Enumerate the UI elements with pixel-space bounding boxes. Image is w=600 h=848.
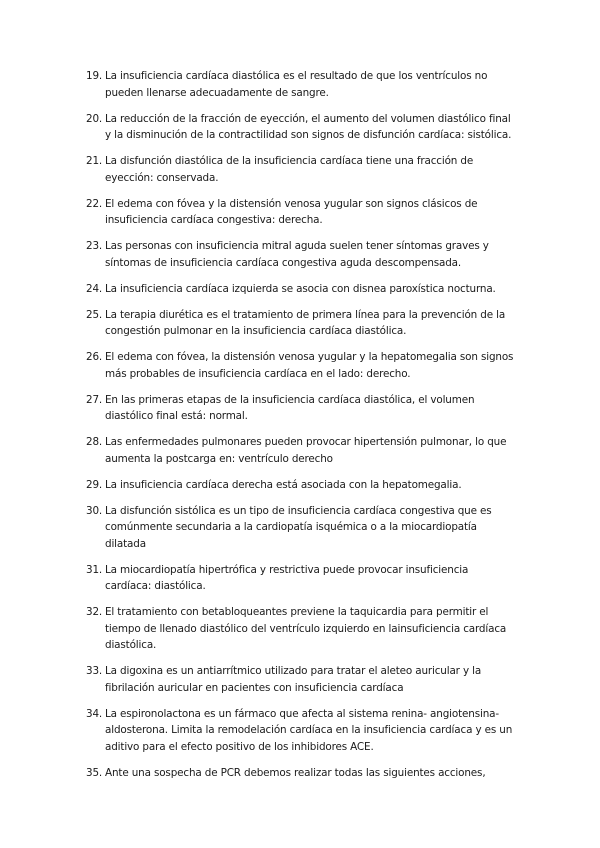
item-text: El tratamiento con betabloqueantes previene la taquicardia para permitir el tiempo de llenado diastólico del ventrículo izquierdo en lainsuficiencia cardíaca diastólica. (105, 606, 507, 651)
item-text: La disfunción diastólica de la insuficiencia cardíaca tiene una fracción de eyección: conservada. (105, 155, 474, 184)
list-item (86, 434, 516, 467)
question-list (86, 68, 516, 791)
list-item (86, 281, 516, 298)
item-number: 27. (86, 393, 103, 406)
list-item (86, 477, 516, 494)
item-text: La insuficiencia cardíaca derecha está asociada con la hepatomegalia. (105, 478, 462, 491)
list-item (86, 503, 516, 553)
list-item (86, 307, 516, 340)
item-number: 22. (86, 197, 103, 210)
list-item (86, 153, 516, 186)
list-item (86, 765, 516, 782)
item-number: 35. (86, 766, 103, 779)
list-item (86, 196, 516, 229)
item-text: La insuficiencia cardíaca izquierda se asocia con disnea paroxística nocturna. (105, 282, 496, 295)
item-number: 24. (86, 282, 103, 295)
item-number: 25. (86, 308, 103, 321)
item-number: 21. (86, 155, 103, 167)
item-number: 19. (86, 70, 103, 82)
item-text: La reducción de la fracción de eyección, el aumento del volumen diastólico final y la disminución de la contractilidad son signos de disfunción cardíaca: sistólica. (105, 112, 512, 141)
item-text: La digoxina es un antiarrítmico utilizado para tratar el aleteo auricular y la fibrilación auricular en pacientes con insuficiencia cardíaca (105, 665, 482, 694)
item-number: 32. (86, 606, 103, 618)
item-number: 31. (86, 563, 103, 576)
list-item (86, 706, 516, 756)
item-number: 33. (86, 665, 103, 677)
list-item (86, 349, 516, 382)
item-text: El edema con fóvea y la distensión venosa yugular son signos clásicos de insuficiencia cardíaca congestiva: derecha. (105, 197, 478, 226)
item-number: 29. (86, 478, 103, 491)
item-number: 28. (86, 436, 103, 448)
item-text: En las primeras etapas de la insuficiencia cardíaca diastólica, el volumen diastólico final está: normal. (105, 393, 475, 422)
item-number: 30. (86, 504, 103, 517)
item-text: La terapia diurética es el tratamiento de primera línea para la prevención de la congestión pulmonar en la insuficiencia cardíaca diastólica. (105, 308, 506, 337)
list-item (86, 68, 516, 101)
item-number: 23. (86, 240, 103, 252)
list-item (86, 562, 516, 595)
list-item (86, 111, 516, 144)
item-text: Ante una sospecha de PCR debemos realizar todas las siguientes acciones, (105, 766, 486, 779)
list-item (86, 604, 516, 654)
list-item (86, 392, 516, 425)
item-text: La espironolactona es un fármaco que afecta al sistema renina- angiotensina- aldosterona. Limita la remodelación cardíaca en la insuficiencia cardíaca y es un aditivo para el efecto positivo de los inhibidores ACE. (105, 707, 513, 753)
item-number: 26. (86, 351, 103, 363)
list-item (86, 238, 516, 271)
item-text: Las enfermedades pulmonares pueden provocar hipertensión pulmonar, lo que aumenta la postcarga en: ventrículo derecho (105, 436, 507, 465)
item-number: 20. (86, 112, 103, 125)
item-text: El edema con fóvea, la distensión venosa yugular y la hepatomegalia son signos más probables de insuficiencia cardíaca en el lado: derecho. (105, 351, 514, 380)
item-text: La miocardiopatía hipertrófica y restrictiva puede provocar insuficiencia cardíaca: diastólica. (105, 563, 469, 592)
item-text: La insuficiencia cardíaca diastólica es el resultado de que los ventrículos no pueden llenarse adecuadamente de sangre. (105, 70, 488, 99)
list-item (86, 663, 516, 696)
item-text: La disfunción sistólica es un tipo de insuficiencia cardíaca congestiva que es comúnmente secundaria a la cardiopatía isquémica o a la miocardiopatía dilatada (105, 504, 492, 550)
item-text: Las personas con insuficiencia mitral aguda suelen tener síntomas graves y síntomas de insuficiencia cardíaca congestiva aguda descompensada. (105, 240, 489, 269)
item-number: 34. (86, 707, 103, 720)
